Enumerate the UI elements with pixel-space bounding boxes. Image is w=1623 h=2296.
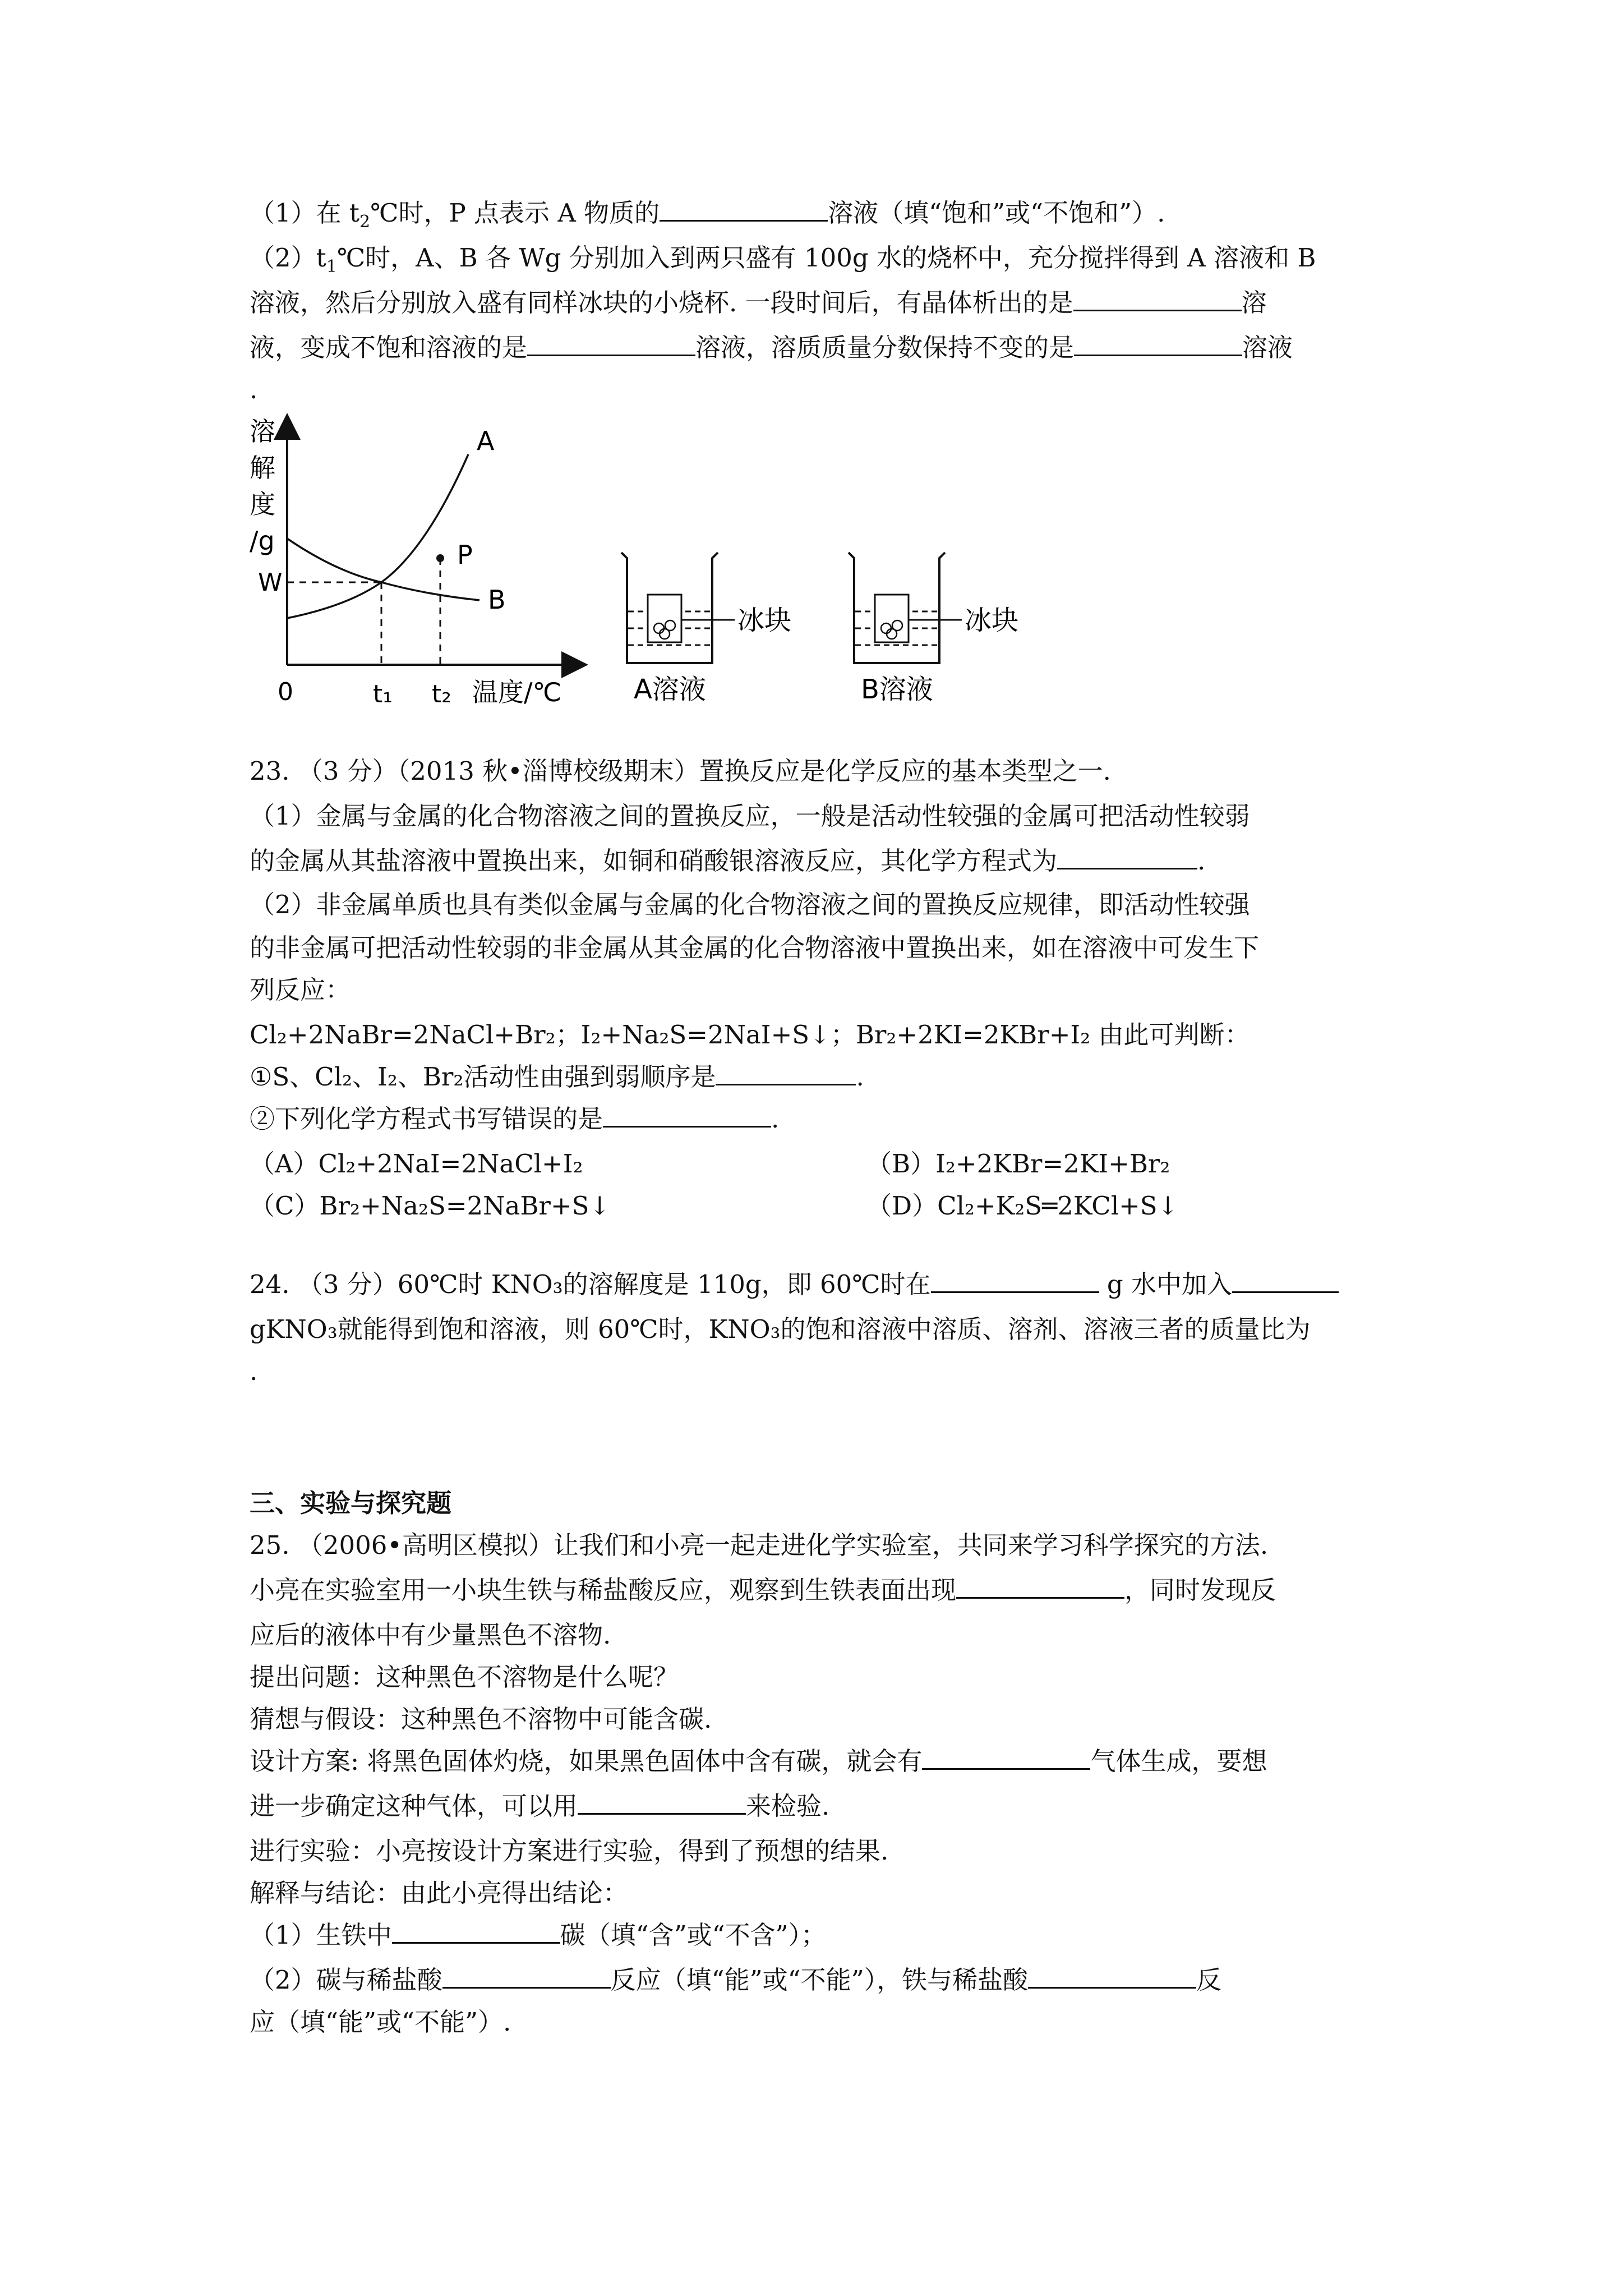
y-axis-label-4: /g [250, 526, 275, 556]
q25-line5: 猜想与假设：这种黑色不溶物中可能含碳. [250, 1704, 712, 1734]
q24-line1: 24. （3 分）60℃时 KNO₃的溶解度是 110g，即 60℃时在 g 水中加入 [250, 1265, 1339, 1304]
curve-b [287, 539, 479, 600]
ice-label-b: 冰块 [965, 605, 1019, 636]
q25-line4: 提出问题：这种黑色不溶物是什么呢？ [250, 1662, 679, 1692]
point-p-label: P [457, 540, 473, 570]
q23-option-b: （B）I₂+2KBr=2KI+Br₂ [866, 1149, 1170, 1179]
q23-option-d: （D）Cl₂+K₂S═2KCl+S↓ [866, 1191, 1179, 1221]
q23-part1-line2: 的金属从其盐溶液中置换出来，如铜和硝酸银溶液反应，其化学方程式为 . [250, 841, 1205, 881]
q25-title: 25. （2006•高明区模拟）让我们和小亮一起走进化学实验室，共同来学习科学探究的方法. [250, 1530, 1269, 1560]
answer-blank[interactable] [1057, 842, 1197, 869]
beaker-a [621, 553, 735, 663]
q22-part1: （1）在 $t_2℃$时，P 点表示 A 物质的 溶液（填“饱和”或“不饱和”）. [250, 194, 1165, 242]
answer-blank[interactable] [392, 1916, 560, 1944]
section-heading: 三、实验与探究题 [250, 1488, 452, 1518]
ice-label-a: 冰块 [737, 605, 792, 636]
answer-blank[interactable] [1028, 1961, 1196, 1989]
q25-line7: 进一步确定这种气体，可以用 来检验. [250, 1787, 829, 1826]
q23-part2-line2: 的非金属可把活动性较弱的非金属从其金属的化合物溶液中置换出来，如在溶液中可发生下 [250, 933, 1260, 963]
answer-blank[interactable] [578, 1787, 746, 1815]
q25-line6: 设计方案: 将黑色固体灼烧，如果黑色固体中含有碳，就会有 气体生成，要想 [250, 1742, 1267, 1781]
answer-blank[interactable] [660, 194, 828, 222]
answer-blank[interactable] [442, 1961, 611, 1989]
q25-line9: 解释与结论：由此小亮得出结论： [250, 1878, 629, 1908]
q25-line8: 进行实验：小亮按设计方案进行实验，得到了预想的结果. [250, 1836, 889, 1866]
q23-option-c: （C）Br₂+Na₂S=2NaBr+S↓ [250, 1191, 611, 1221]
answer-blank[interactable] [931, 1266, 1099, 1293]
w-label: W [258, 568, 283, 597]
t1-label: t₁ [373, 680, 393, 708]
q25-line10: （1）生铁中 碳（填“含”或“不含”）； [250, 1916, 826, 1955]
t2-label: t₂ [432, 680, 451, 708]
curve-b-label: B [488, 585, 506, 615]
answer-blank[interactable] [1232, 1266, 1339, 1293]
q22-part2-line4: . [250, 375, 258, 404]
q25-line11: （2）碳与稀盐酸 反应（填“能”或“不能”），铁与稀盐酸 反 [250, 1961, 1221, 2000]
y-axis-label-2: 解 [250, 453, 275, 483]
q23-part2-line1: （2）非金属单质也具有类似金属与金属的化合物溶液之间的置换反应规律，即活动性较强 [250, 890, 1250, 919]
q23-title: 23. （3 分）（2013 秋•淄博校级期末）置换反应是化学反应的基本类型之一. [250, 756, 1111, 786]
answer-blank[interactable] [922, 1742, 1090, 1770]
q23-subq2: ②下列化学方程式书写错误的是 . [250, 1099, 779, 1139]
answer-blank[interactable] [1074, 329, 1242, 356]
point-p [436, 554, 444, 562]
answer-blank[interactable] [1073, 284, 1242, 311]
answer-blank[interactable] [956, 1571, 1124, 1599]
y-axis-label-3: 度 [250, 489, 275, 519]
q22-part2-line2: 溶液，然后分别放入盛有同样冰块的小烧杯. 一段时间后，有晶体析出的是 溶 [250, 283, 1267, 323]
y-axis-label-1: 溶 [250, 416, 275, 447]
q25-line2: 小亮在实验室用一小块生铁与稀盐酸反应，观察到生铁表面出现 ，同时发现反 [250, 1571, 1276, 1610]
origin-label: 0 [278, 678, 293, 706]
q22-part2-line1: $(2)t_1℃$时，A、B 各 Wg 分别加入到两只盛有 100g 水的烧杯中，充分搅拌得到 A 溶液和 B [250, 243, 1316, 277]
beaker-b [849, 553, 962, 663]
beaker-a-label: A溶液 [634, 674, 706, 705]
q25-line12: 应（填“能”或“不能”）. [250, 2007, 511, 2037]
q24-line3: . [250, 1356, 258, 1386]
x-axis-label: 温度/℃ [472, 677, 562, 707]
q23-option-a: （A）Cl₂+2NaI=2NaCl+I₂ [250, 1149, 583, 1179]
answer-blank[interactable] [603, 1100, 771, 1128]
solubility-figure [241, 409, 1082, 712]
answer-blank[interactable] [716, 1058, 856, 1085]
beaker-b-label: B溶液 [861, 674, 933, 705]
curve-a-label: A [477, 426, 495, 456]
q23-equations: Cl₂+2NaBr=2NaCl+Br₂；I₂+Na₂S=2NaI+S↓；Br₂+2KI=2KBr+I₂ 由此可判断： [250, 1020, 1250, 1050]
q24-line2: gKNO₃就能得到饱和溶液，则 60℃时，KNO₃的饱和溶液中溶质、溶剂、溶液三者的质量比为 [250, 1314, 1311, 1344]
q23-part2-line3: 列反应： [250, 975, 351, 1005]
answer-blank[interactable] [527, 329, 695, 356]
q25-line3: 应后的液体中有少量黑色不溶物. [250, 1620, 611, 1650]
curve-a [287, 454, 468, 618]
q22-part2-line3: 液，变成不饱和溶液的是 溶液，溶质质量分数保持不变的是 溶液 [250, 328, 1293, 367]
q23-subq1: ①S、Cl₂、I₂、Br₂活动性由强到弱顺序是 . [250, 1057, 864, 1097]
q23-part1-line1: （1）金属与金属的化合物溶液之间的置换反应，一般是活动性较强的金属可把活动性较弱 [250, 801, 1250, 831]
